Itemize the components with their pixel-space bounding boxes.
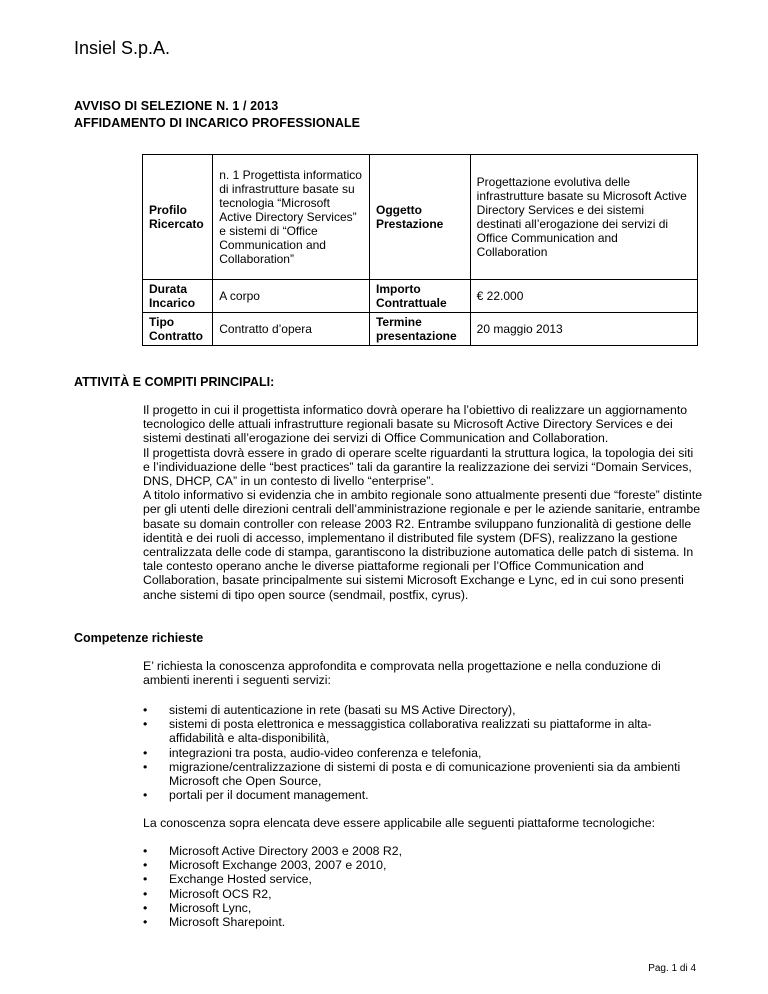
table-value: Contratto d’opera	[213, 313, 370, 346]
table-value: 20 maggio 2013	[470, 313, 697, 346]
list-item: • Microsoft Exchange 2003, 2007 e 2010,	[143, 858, 387, 873]
table-value: € 22.000	[470, 280, 697, 313]
list-item: • Exchange Hosted service,	[143, 872, 312, 887]
list-item: • sistemi di posta elettronica e messaggistica collaborativa realizzati su piattaforme in alta-affidabilità e alta-disponibilità,	[143, 717, 652, 746]
list-item: • migrazione/centralizzazione di sistemi di posta e di comunicazione provenienti sia da ambienti Microsoft che Open Source,	[143, 759, 681, 789]
bullet-icon: •	[143, 745, 148, 760]
skills-intro: E’ richiesta la conoscenza approfondita e comprovata nella progettazione e nella conduzione di ambienti inerenti i seguenti servizi:	[143, 659, 661, 688]
bullet-icon: •	[143, 844, 148, 858]
bullet-icon: •	[143, 858, 148, 873]
platforms-intro: La conoscenza sopra elencata deve essere applicabile alle seguenti piattaforme tecnologiche:	[143, 816, 656, 830]
notice-title: AVVISO DI SELEZIONE N. 1 / 2013	[74, 99, 279, 113]
bullet-icon: •	[143, 703, 148, 717]
list-item: • Microsoft Sharepoint.	[143, 915, 286, 930]
table-label: Durata Incarico	[143, 280, 213, 313]
activities-heading: ATTIVITÀ E COMPITI PRINCIPALI:	[74, 375, 275, 389]
notice-subtitle: AFFIDAMENTO DI INCARICO PROFESSIONALE	[74, 116, 361, 130]
table-value: A corpo	[213, 280, 370, 313]
table-label: Termine presentazione	[369, 313, 470, 346]
bullet-icon: •	[143, 759, 148, 774]
list-item: • Microsoft OCS R2,	[143, 886, 272, 901]
table-label: Tipo Contratto	[143, 313, 213, 346]
skills-heading: Competenze richieste	[74, 631, 204, 645]
bullet-icon: •	[143, 886, 148, 901]
bullet-icon: •	[143, 915, 148, 930]
list-item: • integrazioni tra posta, audio-video conferenza e telefonia,	[143, 745, 482, 760]
services-list	[143, 703, 703, 802]
table-row	[143, 280, 698, 313]
list-item: • portali per il document management.	[143, 788, 369, 803]
list-item: • sistemi di autenticazione in rete (basati su MS Active Directory),	[143, 703, 516, 717]
table-value: Progettazione evolutiva delle infrastrutture basate su Microsoft Active Directory Services e dei sistemi destinati all’erogazione dei servizi di Office Communication and Collaboration	[470, 155, 697, 280]
bullet-icon: •	[143, 900, 148, 915]
bullet-icon: •	[143, 872, 148, 887]
list-item: • Microsoft Active Directory 2003 e 2008 R2,	[143, 844, 403, 858]
list-item: • Microsoft Lync,	[143, 900, 252, 915]
platforms-list	[143, 844, 703, 929]
table-label: Profilo Ricercato	[143, 155, 213, 280]
table-row	[143, 313, 698, 346]
table-row	[143, 155, 698, 280]
table-label: Importo Contrattuale	[369, 280, 470, 313]
page-number: Pag. 1 di 4	[648, 963, 696, 974]
bullet-icon: •	[143, 717, 148, 732]
company-name: Insiel S.p.A.	[74, 38, 171, 58]
table-label: Oggetto Prestazione	[369, 155, 470, 280]
activities-paragraph: Il progetto in cui il progettista informatico dovrà operare ha l’obiettivo di realizzare un aggiornamento tecnologico delle attuali infrastrutture regionali basate su Microsoft Active Directory Services e dei sistemi destinati all’erogazione dei servizi di Office Communication and Collaboration. Il progettista dovrà essere in grado di operare scelte riguardanti la struttura logica, la topologia dei siti e l’individuazione delle “best practices” tali da garantire la realizzazione dei servizi “Domain Services, DNS, DHCP, CA” in un contesto di livello “enterprise”. A titolo informativo si evidenzia che in ambito regionale sono attualmente presenti due “foreste” distinte per gli utenti delle direzioni centrali dell’amministrazione regionale e per le aziende sanitarie, entrambe basate su domain controller con release 2003 R2. Entrambe sviluppano funzionalità di gestione delle identità e dei ruoli di accesso, implementano il distributed file system (DFS), realizzano la gestione centralizzata delle code di stampa, garantiscono la distribuzione automatica delle patch di sistema. In tale contesto operano anche le diverse piattaforme regionali per l’Office Communication and Collaboration, basate principalmente sui sistemi Microsoft Exchange e Lync, ed in cui sono presenti anche sistemi di tipo open source (sendmail, postfix, cyrus).	[143, 403, 703, 602]
assignment-table	[142, 154, 698, 346]
table-value: n. 1 Progettista informatico di infrastrutture basate su tecnologia “Microsoft Active Directory Services” e sistemi di “Office Communication and Collaboration”	[213, 155, 370, 280]
bullet-icon: •	[143, 788, 148, 803]
